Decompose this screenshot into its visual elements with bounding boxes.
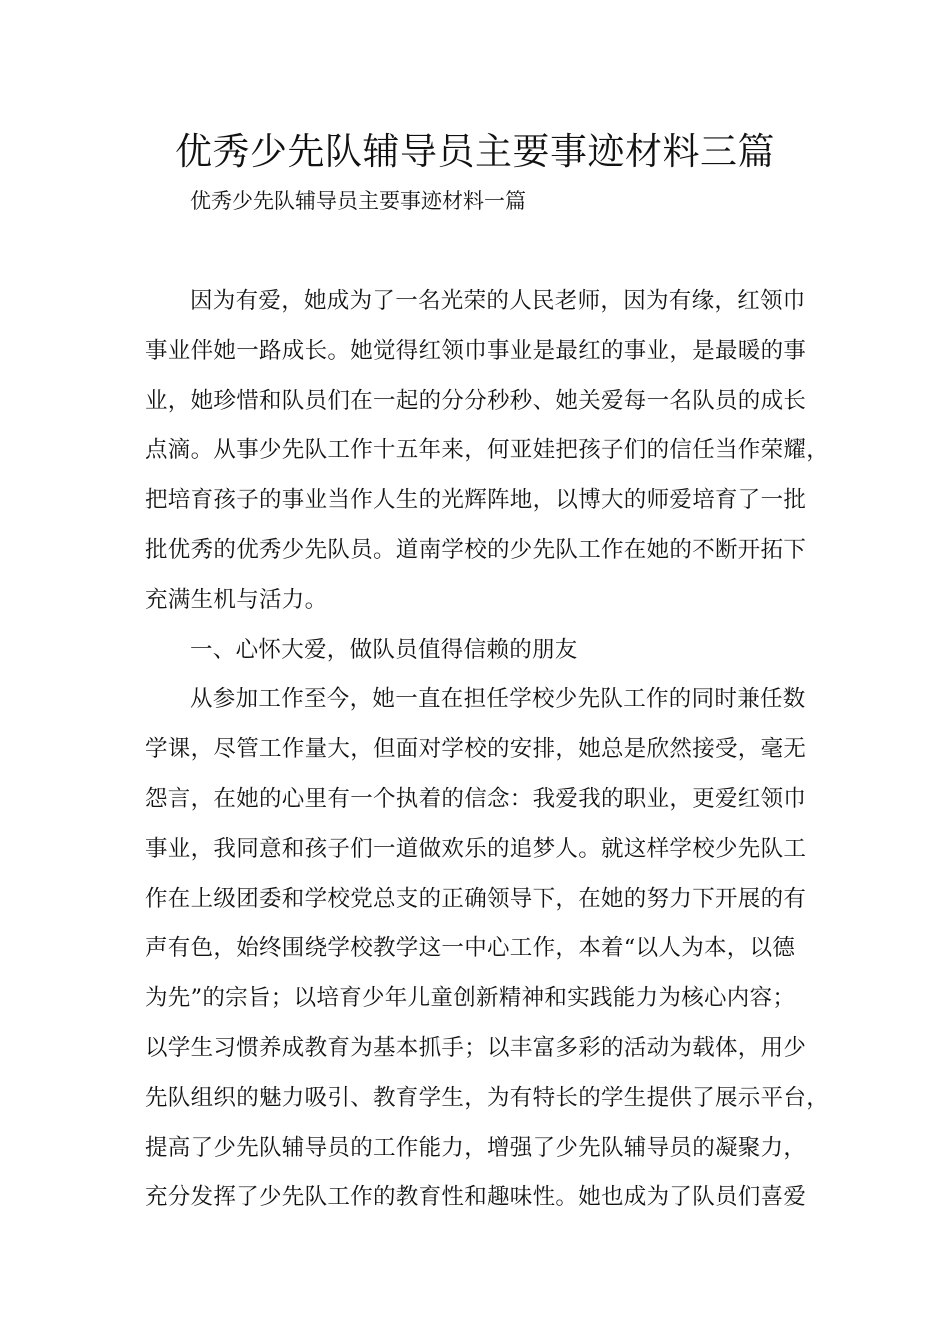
paragraph-line: 提高了少先队辅导员的工作能力，增强了少先队辅导员的凝聚力， bbox=[145, 1134, 807, 1161]
section-heading bbox=[145, 630, 825, 680]
paragraph-line: 事业伴她一路成长。她觉得红领巾事业是最红的事业，是最暖的事 bbox=[145, 337, 807, 364]
paragraph-line: 为先”的宗旨；以培育少年儿童创新精神和实践能力为核心内容； bbox=[145, 985, 796, 1012]
paragraph-line: 批优秀的优秀少先队员。道南学校的少先队工作在她的不断开拓下 bbox=[145, 536, 807, 563]
section-heading-text: 一、心怀大爱，做队员值得信赖的朋友 bbox=[190, 636, 578, 663]
paragraph-line: 声有色，始终围绕学校教学这一中心工作，本着“以人为本，以德 bbox=[145, 935, 796, 962]
paragraph-line: 把培育孩子的事业当作人生的光辉阵地，以博大的师爱培育了一批 bbox=[145, 487, 807, 514]
paragraph-section-1 bbox=[145, 679, 830, 1227]
paragraph-line: 学课，尽管工作量大，但面对学校的安排，她总是欣然接受，毫无 bbox=[145, 736, 807, 763]
paragraph-line: 作在上级团委和学校党总支的正确领导下，在她的努力下开展的有 bbox=[145, 885, 807, 912]
document-title: 优秀少先队辅导员主要事迹材料三篇 bbox=[175, 130, 775, 173]
paragraph-line: 充满生机与活力。 bbox=[145, 586, 328, 613]
paragraph-line: 先队组织的魅力吸引、教育学生，为有特长的学生提供了展示平台， bbox=[145, 1084, 830, 1111]
paragraph-line: 怨言，在她的心里有一个执着的信念：我爱我的职业，更爱红领巾 bbox=[145, 785, 807, 812]
paragraph-line: 点滴。从事少先队工作十五年来，何亚娃把孩子们的信任当作荣耀， bbox=[145, 437, 830, 464]
paragraph-line: 业，她珍惜和队员们在一起的分分秒秒、她关爱每一名队员的成长 bbox=[145, 387, 807, 414]
document-body bbox=[145, 281, 830, 1227]
paragraph-line: 充分发挥了少先队工作的教育性和趣味性。她也成为了队员们喜爱 bbox=[145, 1184, 807, 1211]
paragraph-line: 因为有爱，她成为了一名光荣的人民老师，因为有缘，红领巾 bbox=[190, 288, 806, 314]
paragraph-line: 事业，我同意和孩子们一道做欢乐的追梦人。就这样学校少先队工 bbox=[145, 835, 807, 862]
paragraph-intro bbox=[145, 281, 830, 630]
paragraph-line: 以学生习惯养成教育为基本抓手；以丰富多彩的活动为载体，用少 bbox=[145, 1034, 807, 1061]
document-subtitle: 优秀少先队辅导员主要事迹材料一篇 bbox=[190, 189, 526, 213]
paragraph-line: 从参加工作至今，她一直在担任学校少先队工作的同时兼任数 bbox=[190, 686, 806, 713]
